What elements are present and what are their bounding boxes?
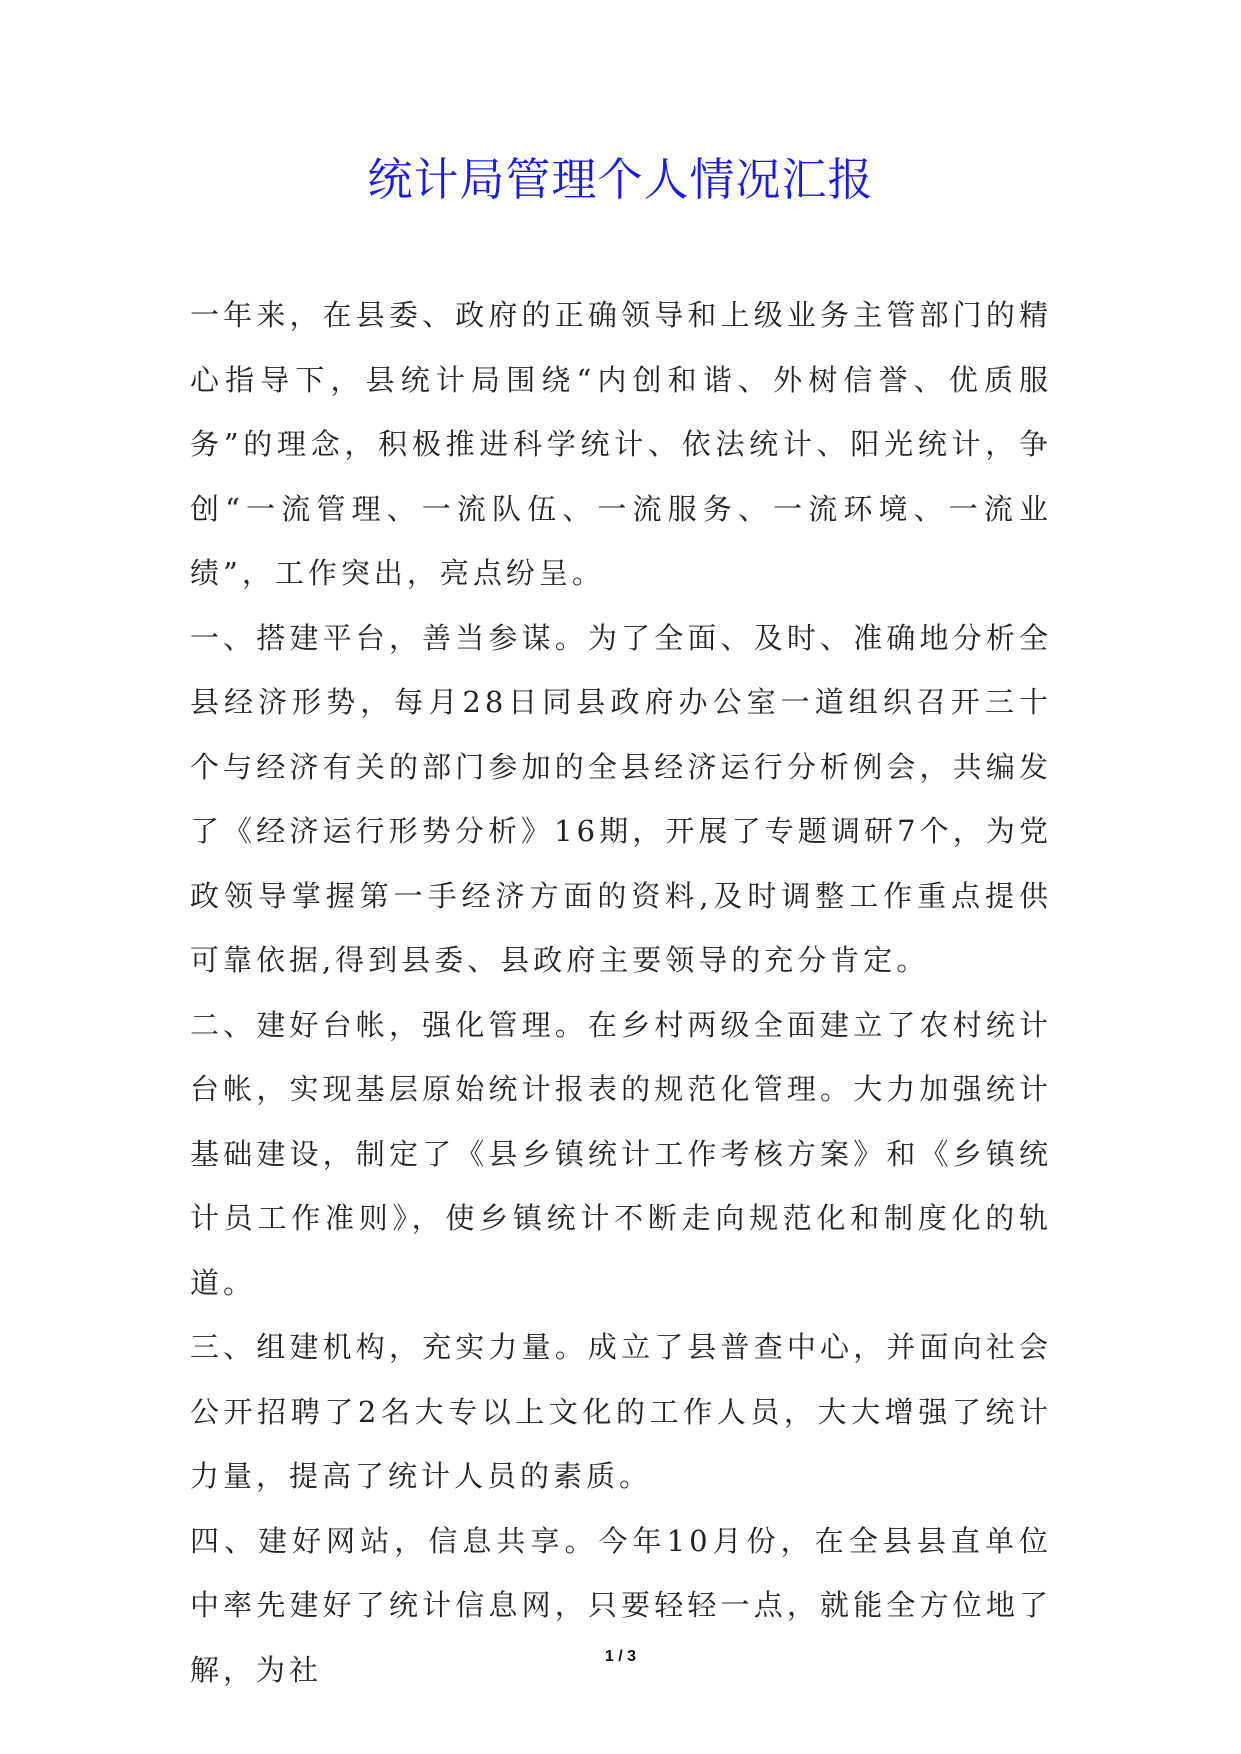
paragraph-section-2: 二、建好台帐，强化管理。在乡村两级全面建立了农村统计台帐，实现基层原始统计报表的规范化管理。大力加强统计基础建设，制定了《县乡镇统计工作考核方案》和《乡镇统计员工作准则》，使乡镇统计不断走向规范化和制度化的轨道。: [190, 1007, 1052, 1300]
page-number: 1 / 3: [604, 1648, 637, 1665]
paragraph-section-3: 三、组建机构，充实力量。成立了县普查中心，并面向社会公开招聘了2名大专以上文化的工作人员，大大增强了统计力量，提高了统计人员的素质。: [190, 1330, 1052, 1493]
paragraph-section-4: 四、建好网站，信息共享。今年10月份，在全县县直单位中率先建好了统计信息网，只要轻轻一点，就能全方位地了解，为社: [190, 1523, 1052, 1687]
paragraph-section-1: 一、搭建平台，善当参谋。为了全面、及时、准确地分析全县经济形势，每月28日同县政府办公室一道组织召开三十个与经济有关的部门参加的全县经济运行分析例会，共编发了《经济运行形势分析》16期，开展了专题调研7个，为党政领导掌握第一手经济方面的资料,及时调整工作重点提供可靠依据,得到县委、县政府主要领导的充分肯定。: [190, 620, 1052, 977]
document-body: [190, 283, 1052, 1702]
paragraph-intro: 一年来，在县委、政府的正确领导和上级业务主管部门的精心指导下，县统计局围绕“内创和谐、外树信誉、优质服务”的理念，积极推进科学统计、依法统计、阳光统计，争创“一流管理、一流队伍、一流服务、一流环境、一流业绩”，工作突出，亮点纷呈。: [190, 298, 1052, 590]
document-title: 统计局管理个人情况汇报: [367, 153, 874, 206]
